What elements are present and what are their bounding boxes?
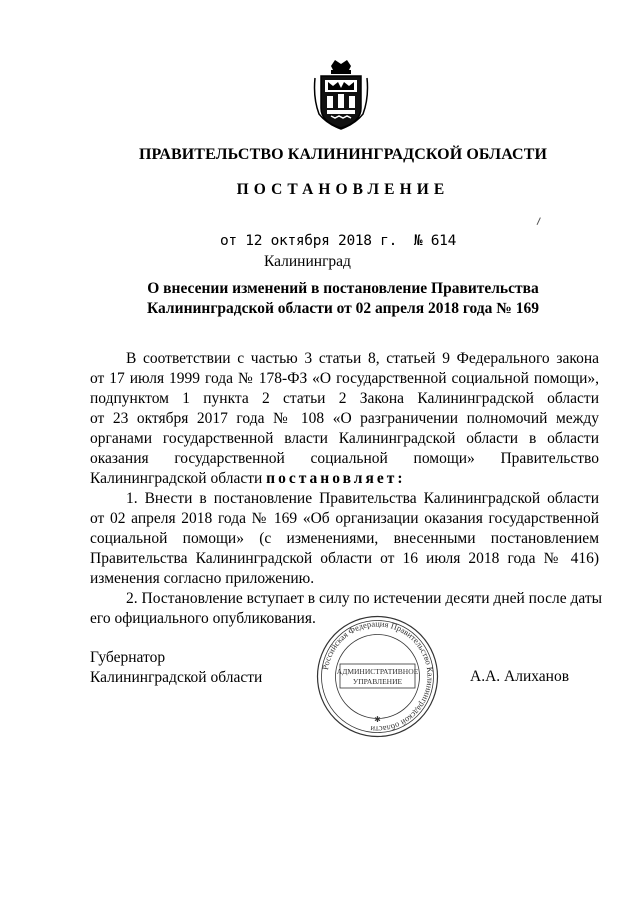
body-line: его официального опубликования. [90, 610, 316, 627]
document-type: ПОСТАНОВЛЕНИЕ [236, 181, 450, 198]
svg-text:✱: ✱ [374, 715, 381, 724]
document-title-line-1: О внесении изменений в постановление Правительства [147, 280, 539, 297]
official-seal [315, 614, 440, 739]
signatory-position-line-2: Калининградской области [90, 669, 263, 686]
item-2-line: 2. Постановление вступает в силу по истечении десяти дней после даты [126, 590, 603, 607]
svg-text:УПРАВЛЕНИЕ: УПРАВЛЕНИЕ [352, 677, 403, 686]
body-line-text: Калининградской области [90, 470, 263, 487]
body-line: Правительства Калининградской области от 16 июля 2018 года № 416) [90, 550, 599, 567]
resolves-word: постановляет: [266, 470, 406, 487]
government-name: ПРАВИТЕЛЬСТВО КАЛИНИНГРАДСКОЙ ОБЛАСТИ [138, 146, 548, 163]
body-line: подпунктом 1 пункта 2 статьи 2 Закона Калининградской области [90, 390, 599, 407]
document-title-line-2: Калининградской области от 02 апреля 2018 года № 169 [147, 300, 539, 317]
signatory-position [90, 648, 262, 688]
pen-mark [537, 217, 545, 226]
body-line [90, 469, 599, 489]
signatory-position-line-1: Губернатор [90, 649, 166, 666]
body-line: от 23 октября 2017 года № 108 «О разграничении полномочий между [90, 410, 599, 427]
body-line: от 17 июля 1999 года № 178-ФЗ «О государственной социальной помощи», [90, 370, 599, 387]
document-date-number: от 12 октября 2018 г. № 614 [220, 233, 457, 249]
svg-text:АДМИНИСТРАТИВНОЕ: АДМИНИСТРАТИВНОЕ [336, 667, 419, 676]
body-line: В соответствии с частью 3 статьи 8, статьей 9 Федерального закона [126, 350, 599, 367]
item-1-line: 1. Внести в постановление Правительства Калининградской области [126, 490, 599, 507]
coat-of-arms-icon [313, 58, 369, 130]
body-line: изменения согласно приложению. [90, 570, 315, 587]
signatory-name: А.А. Алиханов [470, 668, 570, 685]
document-city: Калининград [264, 253, 351, 270]
body-line: органами государственной власти Калининградской области в области [90, 430, 599, 447]
svg-text:Российская Федерация Правител: Российская Федерация Правительство Калининградской области [319, 618, 436, 735]
body-line: социальной помощи» (с изменениями, внесенными постановлением [90, 530, 599, 547]
body-line: оказания государственной социальной помощи» Правительство [90, 450, 599, 467]
body-line: от 02 апреля 2018 года № 169 «Об организации оказания государственной [90, 510, 599, 527]
